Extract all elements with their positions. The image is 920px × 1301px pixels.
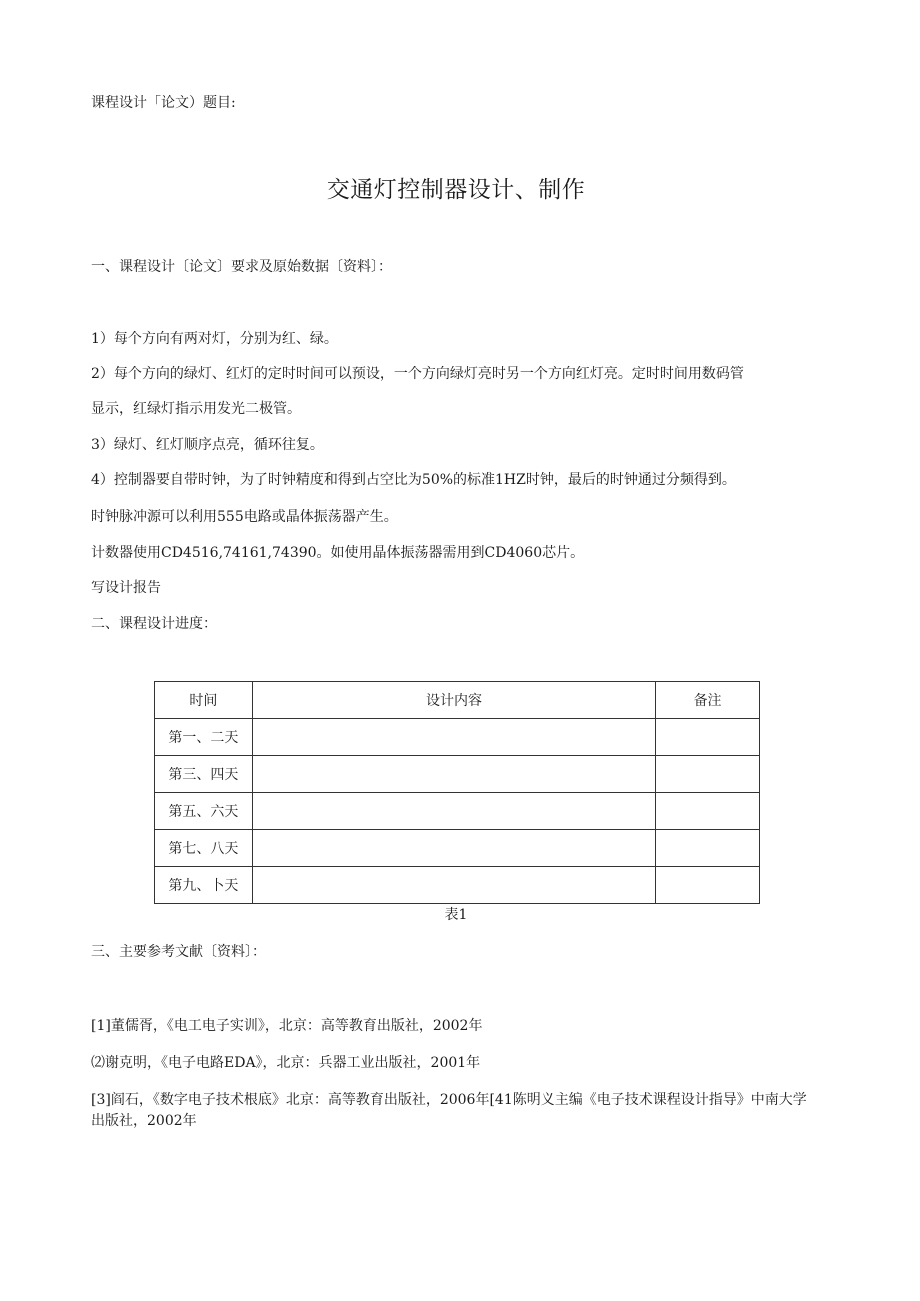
table-cell-time: 第三、四天 — [155, 756, 253, 793]
table-cell-content — [252, 719, 655, 756]
section1-heading: 一、课程设计〔论文〕要求及原始数据〔资料〕： — [91, 259, 392, 275]
requirement-item: 时钟脉冲源可以利用555电路或晶体振荡器产生。 — [91, 509, 398, 525]
table-row — [155, 719, 760, 756]
table-header-time: 时间 — [155, 682, 253, 719]
reference-item: ⑵谢克明，《电子电路EDA》，北京：兵器工业出版社，2001年 — [91, 1055, 481, 1071]
table-cell-content — [252, 867, 655, 904]
reference-item: [1]董儒胥，《电工电子实训》，北京：高等教育出版社，2002年 — [91, 1018, 483, 1034]
table-cell-time: 第九、卜天 — [155, 867, 253, 904]
section3-heading: 三、主要参考文献〔资料〕： — [91, 944, 266, 960]
schedule-table — [154, 681, 760, 904]
requirement-item: 2）每个方向的绿灯、红灯的定时时间可以预设，一个方向绿灯亮时另一个方向红灯亮。定时时间用数码管 — [91, 366, 744, 382]
table-cell-note — [656, 867, 760, 904]
document-title: 交通灯控制器设计、制作 — [326, 177, 586, 203]
table-cell-note — [656, 756, 760, 793]
table-header-row — [155, 682, 760, 719]
table-cell-note — [656, 793, 760, 830]
table-caption: 表1 — [444, 907, 468, 923]
requirement-item: 1）每个方向有两对灯，分别为红、绿。 — [91, 331, 338, 347]
requirement-item: 计数器使用CD4516,74161,74390。如使用晶体振荡器需用到CD4060芯片。 — [91, 545, 585, 561]
table-row — [155, 756, 760, 793]
table-cell-time: 第一、二天 — [155, 719, 253, 756]
table-row — [155, 867, 760, 904]
table-cell-content — [252, 830, 655, 867]
requirement-item: 3）绿灯、红灯顺序点亮，循环往复。 — [91, 437, 324, 453]
table-cell-note — [656, 830, 760, 867]
table-cell-content — [252, 756, 655, 793]
table-row — [155, 793, 760, 830]
table-cell-note — [656, 719, 760, 756]
table-header-content: 设计内容 — [252, 682, 655, 719]
topic-label: 课程设计「论文）题目: — [91, 95, 236, 111]
requirement-item: 显示，红绿灯指示用发光二极管。 — [91, 401, 301, 417]
table-row — [155, 830, 760, 867]
reference-item: [3]阎石，《数字电子技术根底》北京：高等教育出版社，2006年[41陈明义主编《电子技术课程设计指导》中南大学出版社，2002年 — [91, 1092, 807, 1129]
requirement-item: 写设计报告 — [91, 580, 161, 596]
table-cell-time: 第七、八天 — [155, 830, 253, 867]
requirement-item: 4）控制器要自带时钟，为了时钟精度和得到占空比为50%的标准1HZ时钟，最后的时钟通过分频得到。 — [91, 472, 736, 488]
table-cell-time: 第五、六天 — [155, 793, 253, 830]
table-cell-content — [252, 793, 655, 830]
table-header-note: 备注 — [656, 682, 760, 719]
section2-heading: 二、课程设计进度： — [91, 616, 217, 632]
